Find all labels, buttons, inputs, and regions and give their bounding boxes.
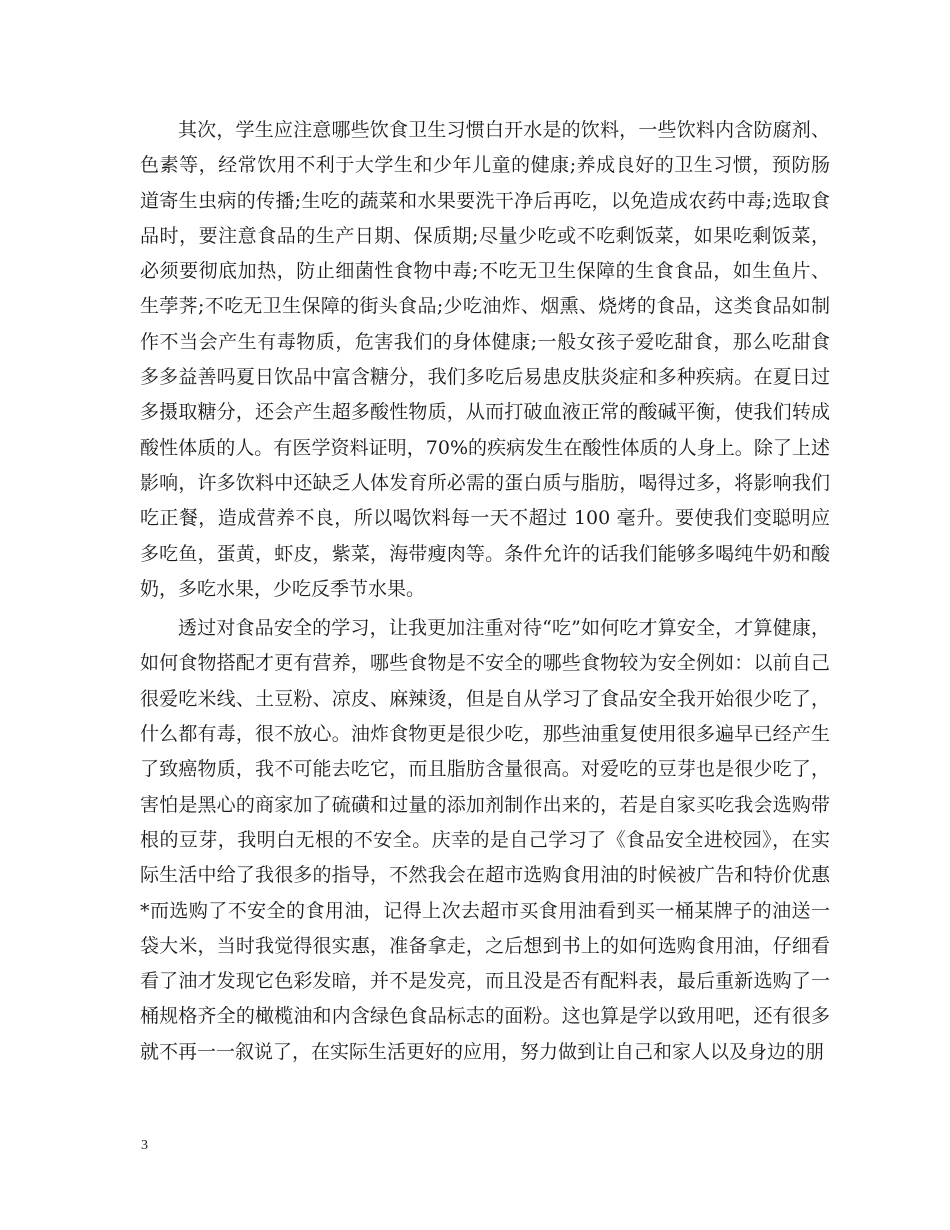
page-number: 3 xyxy=(141,1138,148,1153)
document-body xyxy=(140,113,830,1070)
paragraph-food-safety-learning: 透过对食品安全的学习，让我更加注重对待“吃”如何吃才算安全，才算健康，如何食物搭配才更有营养，哪些食物是不安全的哪些食物较为安全例如：以前自己很爱吃米线、土豆粉、凉皮、麻辣烫，但是自从学习了食品安全我开始很少吃了，什么都有毒，很不放心。油炸食物更是很少吃，那些油重复使用很多遍早已经产生了致癌物质，我不可能去吃它，而且脂肪含量很高。对爱吃的豆芽也是很少吃了，害怕是黑心的商家加了硫磺和过量的添加剂制作出来的，若是自家买吃我会选购带根的豆芽，我明白无根的不安全。庆幸的是自己学习了《食品安全进校园》，在实际生活中给了我很多的指导，不然我会在超市选购食用油的时候被广告和特价优惠*而选购了不安全的食用油，记得上次去超市买食用油看到买一桶某牌子的油送一袋大米，当时我觉得很实惠，准备拿走，之后想到书上的如何选购食用油，仔细看看了油才发现它色彩发暗，并不是发亮，而且没是否有配料表，最后重新选购了一桶规格齐全的橄榄油和内含绿色食品标志的面粉。这也算是学以致用吧，还有很多就不再一一叙说了，在实际生活更好的应用，努力做到让自己和家人以及身边的朋 xyxy=(140,617,830,1063)
paragraph-food-hygiene-habits: 其次，学生应注意哪些饮食卫生习惯白开水是的饮料，一些饮料内含防腐剂、色素等，经常饮用不利于大学生和少年儿童的健康;养成良好的卫生习惯，预防肠道寄生虫病的传播;生吃的蔬菜和水果要洗干净后再吃，以免造成农药中毒;选取食品时，要注意食品的生产日期、保质期;尽量少吃或不吃剩饭菜，如果吃剩饭菜，必须要彻底加热，防止细菌性食物中毒;不吃无卫生保障的生食食品，如生鱼片、生荸荠;不吃无卫生保障的街头食品;少吃油炸、烟熏、烧烤的食品，这类食品如制作不当会产生有毒物质，危害我们的身体健康;一般女孩子爱吃甜食，那么吃甜食多多益善吗夏日饮品中富含糖分，我们多吃后易患皮肤炎症和多种疾病。在夏日过多摄取糖分，还会产生超多酸性物质，从而打破血液正常的酸碱平衡，使我们转成酸性体质的人。有医学资料证明，70%的疾病发生在酸性体质的人身上。除了上述影响，许多饮料中还缺乏人体发育所必需的蛋白质与脂肪，喝得过多，将影响我们吃正餐，造成营养不良，所以喝饮料每一天不超过 100 毫升。要使我们变聪明应多吃鱼，蛋黄，虾皮，紫菜，海带瘦肉等。条件允许的话我们能够多喝纯牛奶和酸奶，多吃水果，少吃反季节水果。 xyxy=(140,119,830,600)
